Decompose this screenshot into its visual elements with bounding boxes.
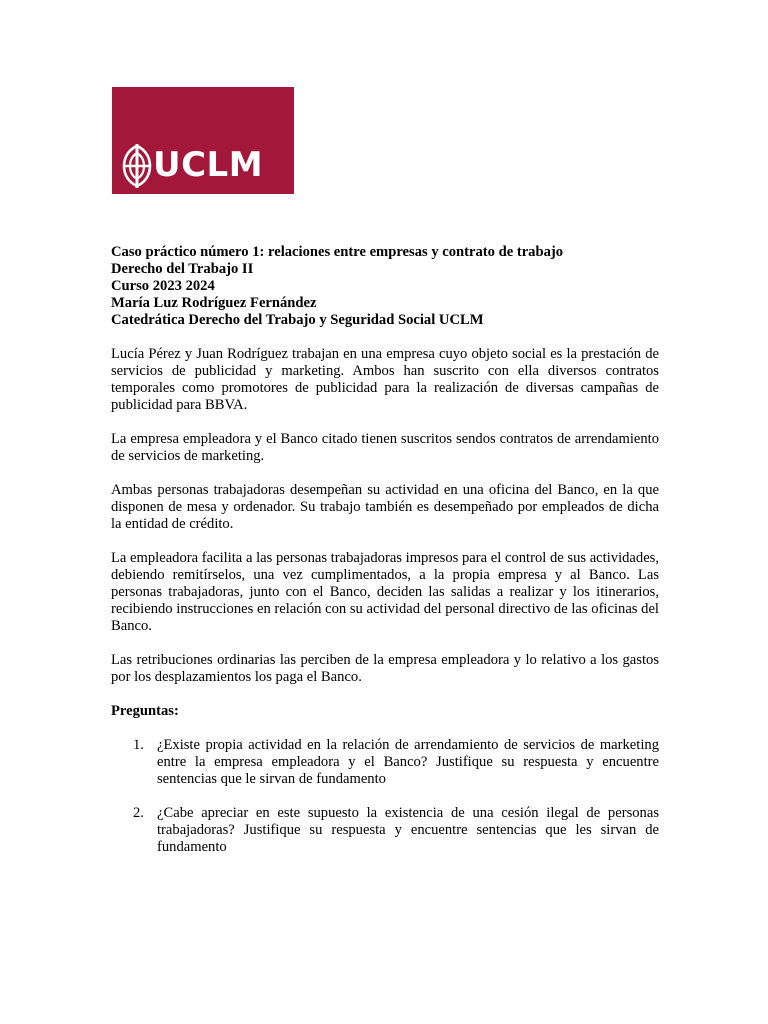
document-heading: [111, 244, 661, 329]
document-body: [111, 346, 659, 873]
questions-title: Preguntas:: [111, 703, 179, 719]
question-text: ¿Cabe apreciar en este supuesto la existencia de una cesión ilegal de personas trabajadoras? Justifique su respuesta y encuentre sentencias que les sirvan de fundamento: [157, 805, 659, 855]
academic-year: Curso 2023 2024: [111, 278, 215, 294]
author-position: Catedrática Derecho del Trabajo y Seguridad Social UCLM: [111, 312, 484, 328]
paragraph: La empleadora facilita a las personas trabajadoras impresos para el control de sus actividades, debiendo remitírselos, una vez cumplimentados, a la propia empresa y al Banco. Las personas trabajadoras, junto con el Banco, deciden las salidas a realizar y los itinerarios, recibiendo instrucciones en relación con su actividad del personal directivo de las oficinas del Banco.: [111, 550, 659, 634]
case-title: Caso práctico número 1: relaciones entre empresas y contrato de trabajo: [111, 244, 564, 260]
paragraph: Ambas personas trabajadoras desempeñan su actividad en una oficina del Banco, en la que disponen de mesa y ordenador. Su trabajo también es desempeñado por empleados de dicha la entidad de crédito.: [111, 482, 659, 532]
uclm-logo: [112, 87, 294, 194]
course-subject: Derecho del Trabajo II: [111, 261, 254, 277]
paragraph: Lucía Pérez y Juan Rodríguez trabajan en una empresa cuyo objeto social es la prestación de servicios de publicidad y marketing. Ambos han suscrito con ella diversos contratos temporales como promotores de publicidad para la realización de diversas campañas de publicidad para BBVA.: [111, 346, 659, 413]
author-name: María Luz Rodríguez Fernández: [111, 295, 317, 311]
castle-emblem-icon: [122, 144, 152, 188]
questions-list: [111, 737, 659, 856]
logo-wordmark: UCLM: [153, 145, 264, 185]
question-text: ¿Existe propia actividad en la relación de arrendamiento de servicios de marketing entre la empresa empleadora y el Banco? Justifique su respuesta y encuentre sentencias que le sirvan de fundamento: [157, 737, 659, 787]
question-item: [111, 737, 659, 788]
question-number: 1.: [133, 737, 144, 753]
question-number: 2.: [133, 805, 144, 821]
paragraph: La empresa empleadora y el Banco citado tienen suscritos sendos contratos de arrendamiento de servicios de marketing.: [111, 431, 659, 464]
question-item: [111, 805, 659, 856]
paragraph: Las retribuciones ordinarias las perciben de la empresa empleadora y lo relativo a los gastos por los desplazamientos los paga el Banco.: [111, 652, 659, 685]
